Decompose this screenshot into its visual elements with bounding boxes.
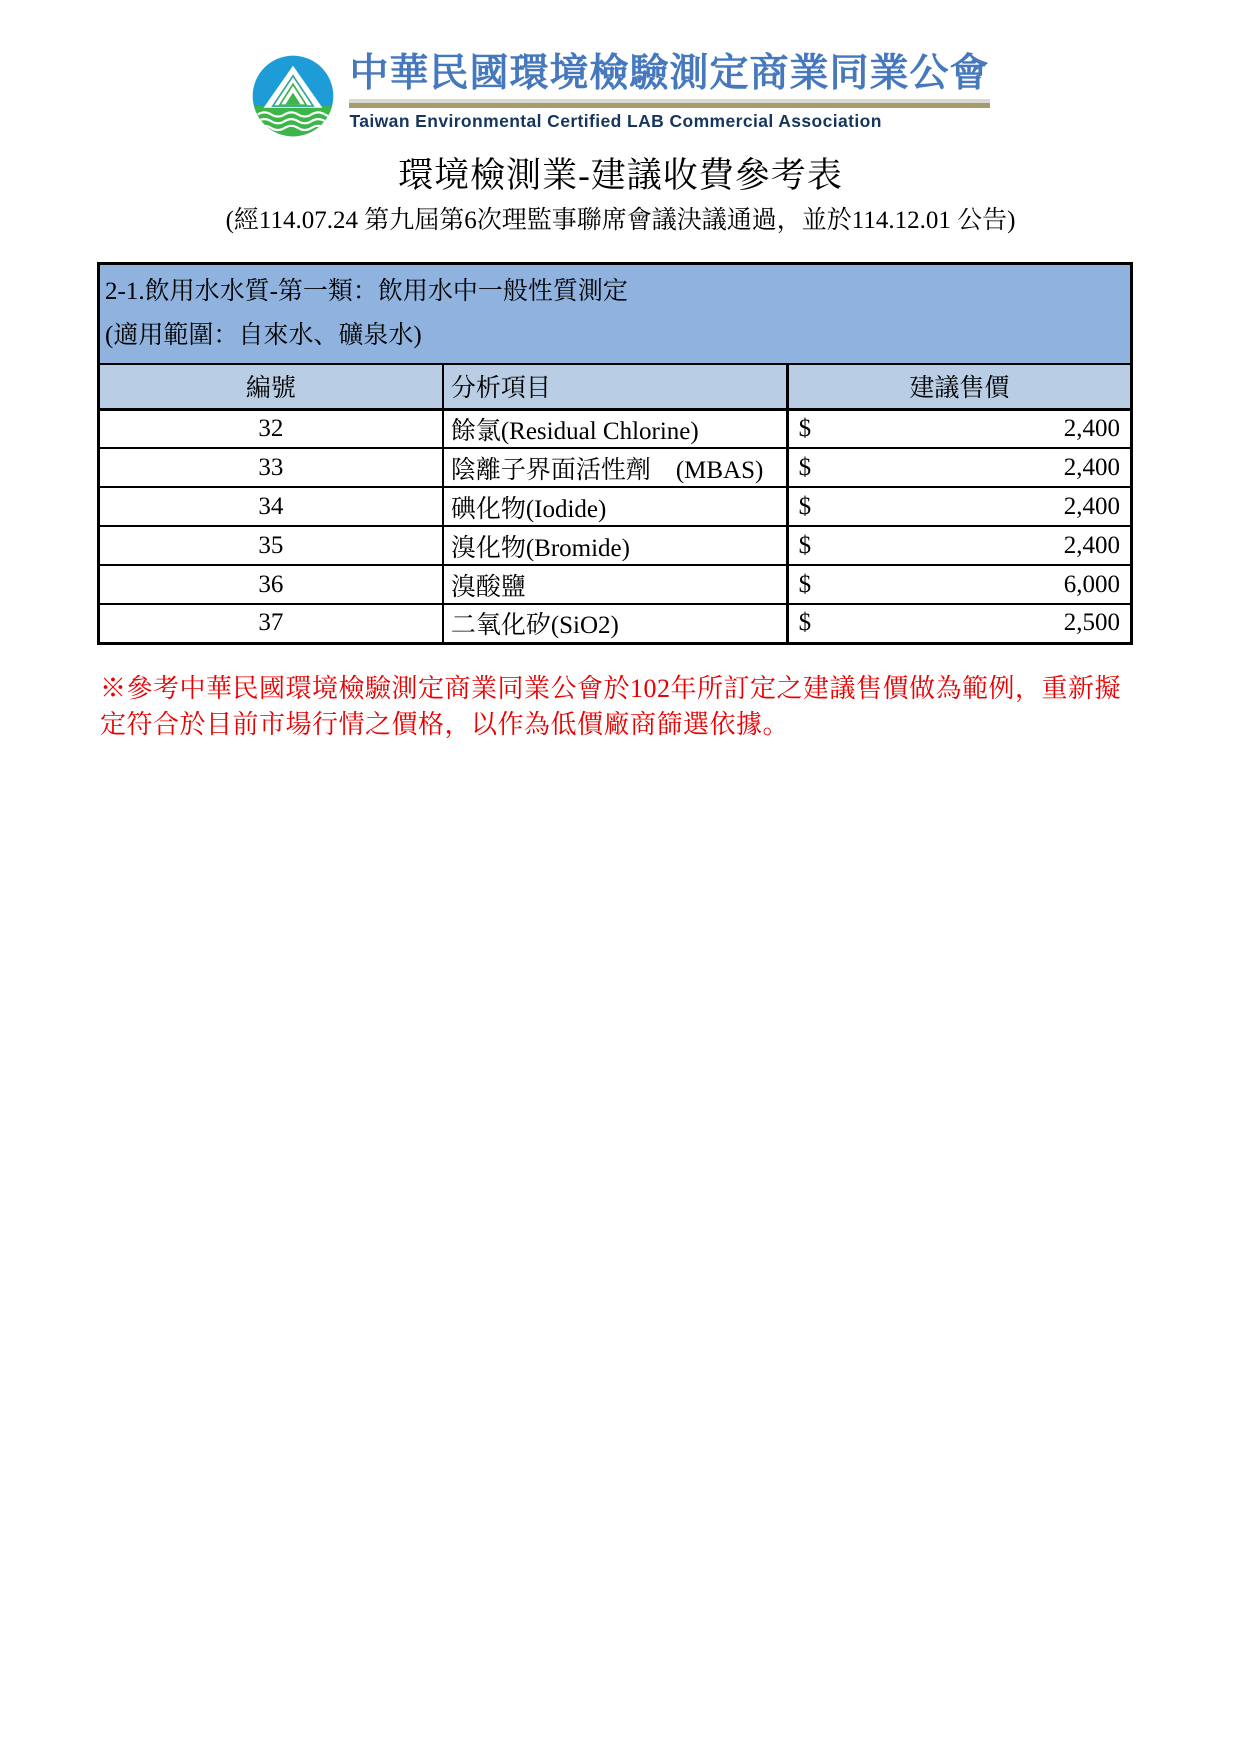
currency-symbol: $: [798, 414, 812, 442]
table-row: [99, 448, 1132, 487]
section-title-line1: 2-1.飲用水水質-第一類：飲用水中一般性質測定: [105, 278, 628, 305]
section-title-cell: [99, 264, 1132, 365]
section-title-line2: (適用範圍：自來水、礦泉水): [105, 322, 422, 349]
row-no: 35: [99, 526, 443, 565]
table-row: [99, 526, 1132, 565]
table-row: [99, 409, 1132, 448]
column-header-row: [99, 364, 1132, 409]
row-price-cell: [787, 526, 1131, 565]
page-title: 環境檢測業-建議收費參考表: [398, 156, 843, 195]
row-price: 2,400: [1063, 531, 1120, 559]
currency-symbol: $: [798, 570, 812, 598]
table-row: [99, 604, 1132, 643]
row-item: 碘化物(Iodide): [443, 487, 787, 526]
currency-symbol: $: [798, 609, 812, 637]
page-subtitle: (經114.07.24 第九屆第6次理監事聯席會議決議通過，並於114.12.01 公告): [225, 207, 1016, 234]
currency-symbol: $: [798, 453, 812, 481]
page-header: [0, 0, 1241, 138]
row-price: 2,500: [1063, 609, 1120, 637]
row-price-cell: [787, 604, 1131, 643]
column-header-price: 建議售價: [787, 364, 1131, 409]
row-no: 32: [99, 409, 443, 448]
row-price: 2,400: [1063, 414, 1120, 442]
row-no: 37: [99, 604, 443, 643]
row-no: 34: [99, 487, 443, 526]
row-item: 陰離子界面活性劑 (MBAS): [443, 448, 787, 487]
row-price-cell: [787, 448, 1131, 487]
currency-symbol: $: [798, 531, 812, 559]
table-row: [99, 487, 1132, 526]
currency-symbol: $: [798, 492, 812, 520]
row-item: 餘氯(Residual Chlorine): [443, 409, 787, 448]
association-logo-icon: [251, 54, 335, 138]
row-item: 溴酸鹽: [443, 565, 787, 604]
row-item: 二氧化矽(SiO2): [443, 604, 787, 643]
row-no: 33: [99, 448, 443, 487]
row-no: 36: [99, 565, 443, 604]
row-price-cell: [787, 409, 1131, 448]
row-price: 2,400: [1063, 453, 1120, 481]
column-header-no: 編號: [99, 364, 443, 409]
row-price: 2,400: [1063, 492, 1120, 520]
row-price: 6,000: [1063, 570, 1120, 598]
column-header-item: 分析項目: [443, 364, 787, 409]
reference-note: ※參考中華民國環境檢驗測定商業同業公會於102年所訂定之建議售價做為範例，重新擬定符合於目前市場行情之價格，以作為低價廠商篩選依據。: [100, 673, 1122, 740]
org-name-en: Taiwan Environmental Certified LAB Commercial Association: [349, 110, 882, 131]
table-row: [99, 565, 1132, 604]
org-name-block: [349, 52, 989, 132]
fee-table: [97, 262, 1133, 645]
org-name-zh: 中華民國環境檢驗測定商業同業公會: [349, 52, 990, 95]
row-price-cell: [787, 487, 1131, 526]
fee-table-container: [97, 262, 1133, 645]
org-name-divider: [349, 99, 989, 108]
section-header-row: [99, 264, 1132, 365]
row-item: 溴化物(Bromide): [443, 526, 787, 565]
row-price-cell: [787, 565, 1131, 604]
